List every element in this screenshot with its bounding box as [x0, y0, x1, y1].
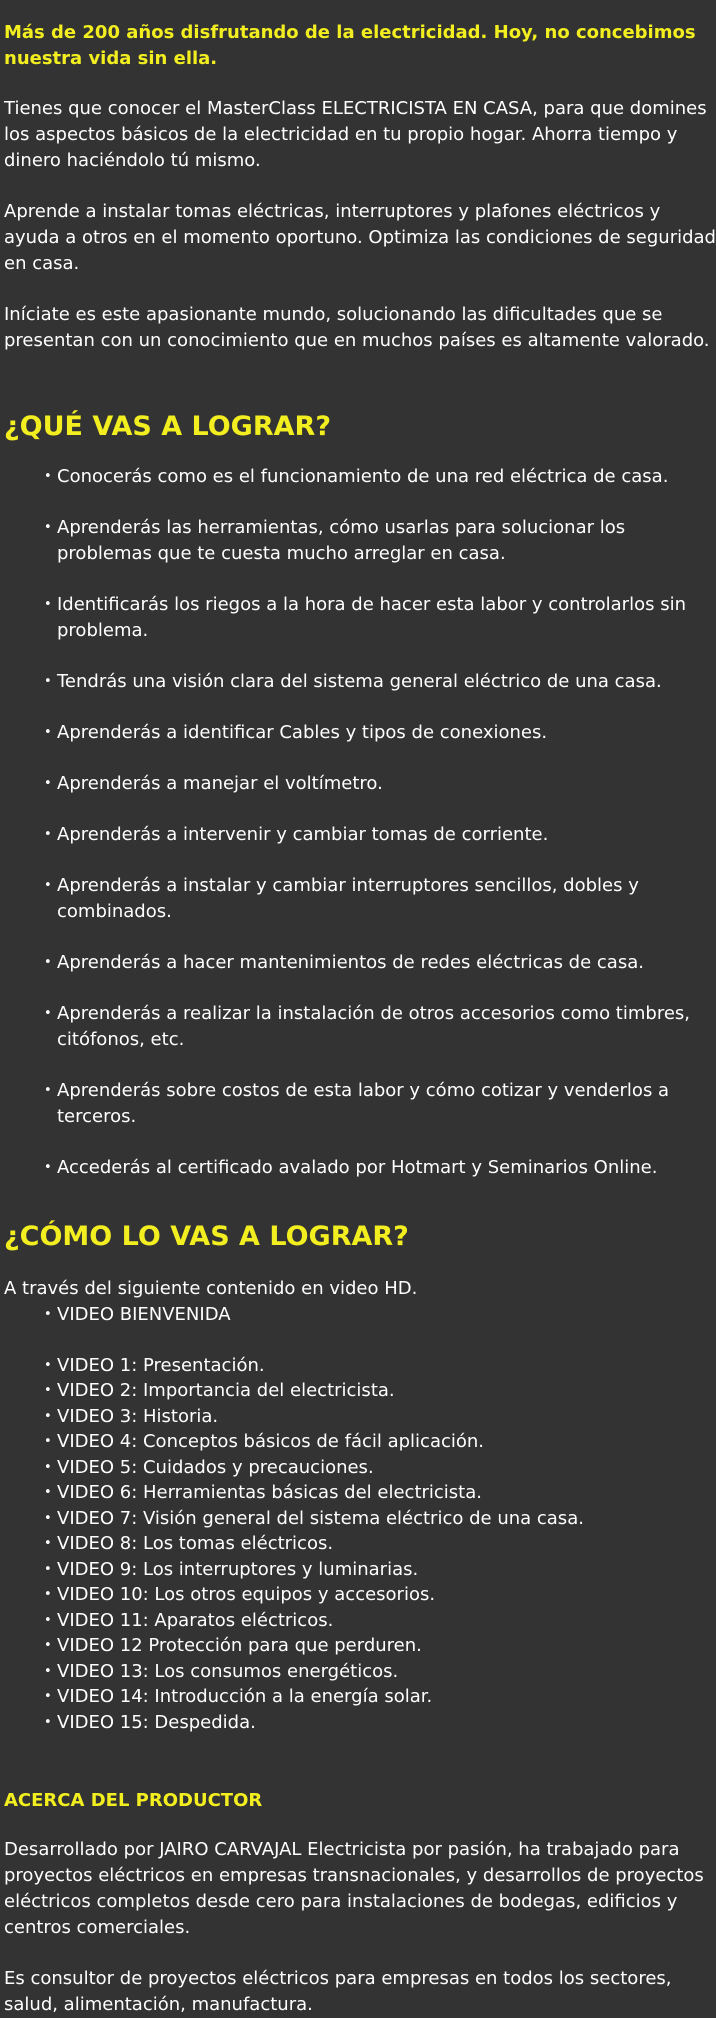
video-item: • VIDEO 9: Los interruptores y luminarias.: [44, 1557, 716, 1583]
goals-heading: ¿QUÉ VAS A LOGRAR?: [4, 411, 331, 442]
goal-item: • Aprenderás a manejar el voltímetro.: [44, 771, 716, 797]
headline: Más de 200 años disfrutando de la electricidad. Hoy, no concebimos nuestra vida sin ella.: [4, 22, 696, 69]
goal-item: • Aprenderás las herramientas, cómo usarlas para solucionar los problemas que te cuesta mucho arreglar en casa.: [44, 515, 716, 567]
goal-item: • Tendrás una visión clara del sistema general eléctrico de una casa.: [44, 669, 716, 695]
video-item: • VIDEO 11: Aparatos eléctricos.: [44, 1608, 716, 1634]
intro-paragraph-2: Aprende a instalar tomas eléctricas, interruptores y plafones eléctricos y ayuda a otros en el momento oportuno. Optimiza las condiciones de seguridad en casa.: [4, 201, 716, 274]
intro-paragraph-1: Tienes que conocer el MasterClass ELECTRICISTA EN CASA, para que domines los aspectos básicos de la electricidad en tu propio hogar. Ahorra tiempo y dinero haciéndolo tú mismo.: [4, 98, 707, 171]
video-item: • VIDEO 3: Historia.: [44, 1404, 716, 1430]
video-item: • VIDEO 6: Herramientas básicas del electricista.: [44, 1480, 716, 1506]
video-item: • VIDEO 5: Cuidados y precauciones.: [44, 1455, 716, 1481]
video-item: • VIDEO 13: Los consumos energéticos.: [44, 1659, 716, 1685]
intro-paragraph-3: Iníciate es este apasionante mundo, solucionando las dificultades que se presentan con un conocimiento que en muchos países es altamente valorado.: [4, 304, 710, 351]
goals-list: [4, 464, 716, 1181]
goal-item: • Aprenderás a instalar y cambiar interruptores sencillos, dobles y combinados.: [44, 873, 716, 925]
producer-heading: ACERCA DEL PRODUCTOR: [4, 1790, 263, 1811]
video-item: • VIDEO 8: Los tomas eléctricos.: [44, 1531, 716, 1557]
goal-item: • Accederás al certificado avalado por Hotmart y Seminarios Online.: [44, 1155, 716, 1181]
video-item: • VIDEO BIENVENIDA: [44, 1302, 716, 1328]
goal-item: • Conocerás como es el funcionamiento de una red eléctrica de casa.: [44, 464, 716, 490]
producer-paragraph-2: Es consultor de proyectos eléctricos para empresas en todos los sectores, salud, alimentación, manufactura.: [4, 1968, 672, 2015]
goal-item: • Aprenderás sobre costos de esta labor y cómo cotizar y venderlos a terceros.: [44, 1078, 716, 1130]
goal-item: • Aprenderás a intervenir y cambiar tomas de corriente.: [44, 822, 716, 848]
video-item: • VIDEO 12 Protección para que perduren.: [44, 1633, 716, 1659]
video-item: • VIDEO 10: Los otros equipos y accesorios.: [44, 1582, 716, 1608]
goal-item: • Aprenderás a realizar la instalación de otros accesorios como timbres, citófonos, etc.: [44, 1001, 716, 1053]
video-item: • VIDEO 7: Visión general del sistema eléctrico de una casa.: [44, 1506, 716, 1532]
video-item: • VIDEO 2: Importancia del electricista.: [44, 1378, 716, 1404]
video-list: [4, 1302, 716, 1735]
how-intro: A través del siguiente contenido en video HD.: [4, 1278, 418, 1299]
video-item: • VIDEO 14: Introducción a la energía solar.: [44, 1684, 716, 1710]
video-item: • VIDEO 4: Conceptos básicos de fácil aplicación.: [44, 1429, 716, 1455]
video-item: • VIDEO 15: Despedida.: [44, 1710, 716, 1736]
goal-item: • Aprenderás a identificar Cables y tipos de conexiones.: [44, 720, 716, 746]
goal-item: • Aprenderás a hacer mantenimientos de redes eléctricas de casa.: [44, 950, 716, 976]
producer-paragraph-1: Desarrollado por JAIRO CARVAJAL Electricista por pasión, ha trabajado para proyectos eléctricos en empresas transnacionales, y desarrollos de proyectos eléctricos completos desde cero para instalaciones de bodegas, edificios y centros comerciales.: [4, 1839, 704, 1938]
goal-item: • Identificarás los riegos a la hora de hacer esta labor y controlarlos sin problema.: [44, 592, 716, 644]
how-heading: ¿CÓMO LO VAS A LOGRAR?: [4, 1221, 409, 1252]
video-item: • VIDEO 1: Presentación.: [44, 1353, 716, 1379]
